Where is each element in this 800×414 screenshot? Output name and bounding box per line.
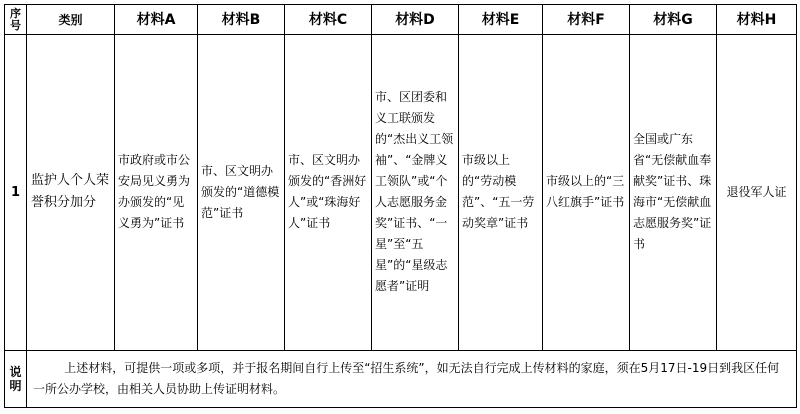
cell-material-d: 市、区团委和义工联颁发的“杰出义工领袖”、“金牌义工领队”或“个人志愿服务金奖”证书、“一星”至“五星”的“星级志愿者”证明 [372,35,459,351]
cell-material-c: 市、区文明办颁发的“香洲好人”或“珠海好人”证书 [285,35,372,351]
table-row [5,35,797,351]
row-seq: 1 [5,35,27,351]
header-row [5,5,797,35]
header-material-f: 材料F [543,5,630,35]
materials-table [4,4,797,408]
header-material-c: 材料C [285,5,372,35]
row-category: 监护人个人荣誉积分加分 [27,35,115,351]
header-material-a: 材料A [115,5,198,35]
header-material-h: 材料H [717,5,797,35]
note-cell [27,350,797,407]
header-category: 类别 [27,5,115,35]
cell-material-g: 全国或广东省“无偿献血奉献奖”证书、珠海市“无偿献血志愿服务奖”证书 [630,35,717,351]
header-seq: 序号 [5,5,27,35]
header-material-g: 材料G [630,5,717,35]
note-row [5,350,797,407]
cell-material-e: 市级以上的“劳动模范”、“五一劳动奖章”证书 [459,35,543,351]
header-material-b: 材料B [198,5,285,35]
header-material-e: 材料E [459,5,543,35]
cell-material-f: 市级以上的“三八红旗手”证书 [543,35,630,351]
note-text: 上述材料，可提供一项或多项，并于报名期间自行上传至“招生系统”，如无法自行完成上传材料的家庭，须在5月17日-19日到我区任何一所公办学校，由相关人员协助上传证明材料。 [33,360,780,396]
header-material-d: 材料D [372,5,459,35]
note-label: 说明 [5,350,27,407]
cell-material-b: 市、区文明办颁发的“道德模范”证书 [198,35,285,351]
cell-material-h: 退役军人证 [717,35,797,351]
cell-material-a: 市政府或市公安局见义勇为办颁发的“见义勇为”证书 [115,35,198,351]
